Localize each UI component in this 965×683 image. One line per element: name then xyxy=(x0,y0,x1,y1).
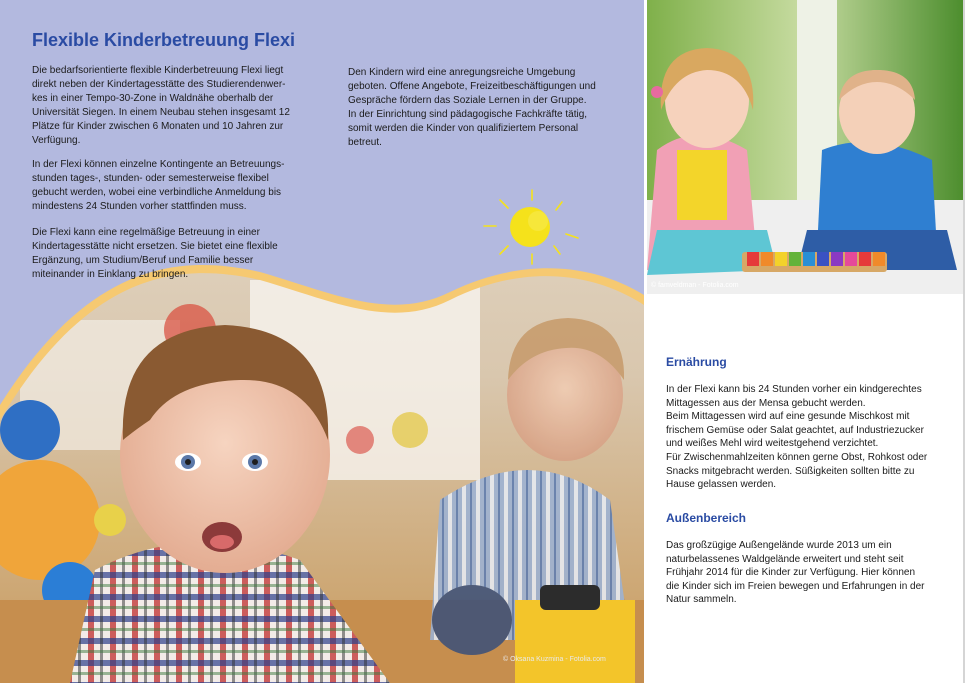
text-line: Plätze für Kinder zwischen 6 Monaten und 10 Jahren zur xyxy=(32,121,284,132)
text-line: stunden tages-, stunden- oder semesterweise flexibel xyxy=(32,173,269,184)
text-line: Frühjahr 2014 für die Kinder zur Verfügung. Hier können xyxy=(666,567,916,579)
text-line: betreut. xyxy=(348,137,382,148)
nutrition-text xyxy=(666,383,946,492)
text-line: direkt neben der Kindertagesstätte des Studierendenwer- xyxy=(32,79,286,90)
children-xylophone-photo xyxy=(647,0,963,294)
text-line: Gespräche fördern das Soziale Lernen in der Gruppe. xyxy=(348,95,587,106)
text-line: Das großzügige Außengelände wurde 2013 um ein xyxy=(666,540,892,551)
environment-paragraph xyxy=(348,66,618,150)
text-line: Den Kindern wird eine anregungsreiche Umgebung xyxy=(348,67,576,78)
text-line: geboten. Offene Angebote, Freizeitbeschäftigungen und xyxy=(348,81,596,92)
text-line: Universität Siegen. In einem Neubau stehen insgesamt 12 xyxy=(32,107,290,118)
supplement-paragraph xyxy=(32,226,304,282)
text-line: Kindertagesstätte nicht ersetzen. Sie bietet eine flexible xyxy=(32,241,278,252)
text-line: kes in einer Tempo-30-Zone in Waldnähe oberhalb der xyxy=(32,93,274,104)
text-line: Ergänzung, um Studium/Beruf und Familie besser xyxy=(32,255,254,266)
text-line: Hause gelassen werden. xyxy=(666,479,777,491)
text-line: Die Flexi kann eine regelmäßige Betreuung in einer xyxy=(32,227,260,238)
text-line: Verfügung. xyxy=(32,135,81,146)
text-line: Snacks mitgebracht werden. Süßigkeiten sollten bitte zu xyxy=(666,465,915,477)
text-line: mindestens 24 Stunden vorher stattfinden muss. xyxy=(32,201,247,212)
text-line: In der Einrichtung sind pädagogische Fachkräfte tätig, xyxy=(348,109,588,120)
photo-credit-right: © famveldman - Fotolia.com xyxy=(651,282,739,289)
booking-paragraph xyxy=(32,158,304,214)
outdoor-text xyxy=(666,539,946,607)
text-line: naturbelassenes Waldgelände erweitert und steht seit xyxy=(666,553,904,565)
text-line: miteinander in Einklang zu bringen. xyxy=(32,269,189,280)
section-heading-nutrition: Ernährung xyxy=(666,355,727,369)
section-heading-outdoor: Außenbereich xyxy=(666,511,747,525)
text-line: Für Zwischenmahlzeiten können gerne Obst, Rohkost oder xyxy=(666,451,928,463)
text-line: und weißes Mehl wird weitestgehend verzichtet. xyxy=(666,438,879,450)
text-line: In der Flexi kann bis 24 Stunden vorher ein kindgerechtes xyxy=(666,384,922,395)
text-line: In der Flexi können einzelne Kontingente an Betreuungs- xyxy=(32,159,285,170)
text-line: Mittagessen aus der Mensa gebucht werden. xyxy=(666,397,866,409)
page-title: Flexible Kinderbetreuung Flexi xyxy=(32,30,296,50)
text-line: somit werden die Kinder von qualifiziertem Personal xyxy=(348,123,579,134)
text-line: Natur sammeln. xyxy=(666,594,737,606)
intro-paragraph xyxy=(32,64,304,148)
text-line: gebucht werden, wobei eine verbindliche Anmeldung bis xyxy=(32,187,282,198)
text-line: frischem Gemüse oder Salat geachtet, auf Industriezucker xyxy=(666,424,924,436)
text-line: Beim Mittagessen wird auf eine gesunde Mischkost mit xyxy=(666,411,910,423)
sun-icon xyxy=(478,186,582,270)
text-line: Die bedarfsorientierte flexible Kinderbetreuung Flexi liegt xyxy=(32,65,284,76)
text-line: die Kinder sich im Freien bewegen und Erfahrungen in der xyxy=(666,580,925,592)
photo-credit-left: © Oksana Kuzmina - Fotolia.com xyxy=(503,656,606,663)
